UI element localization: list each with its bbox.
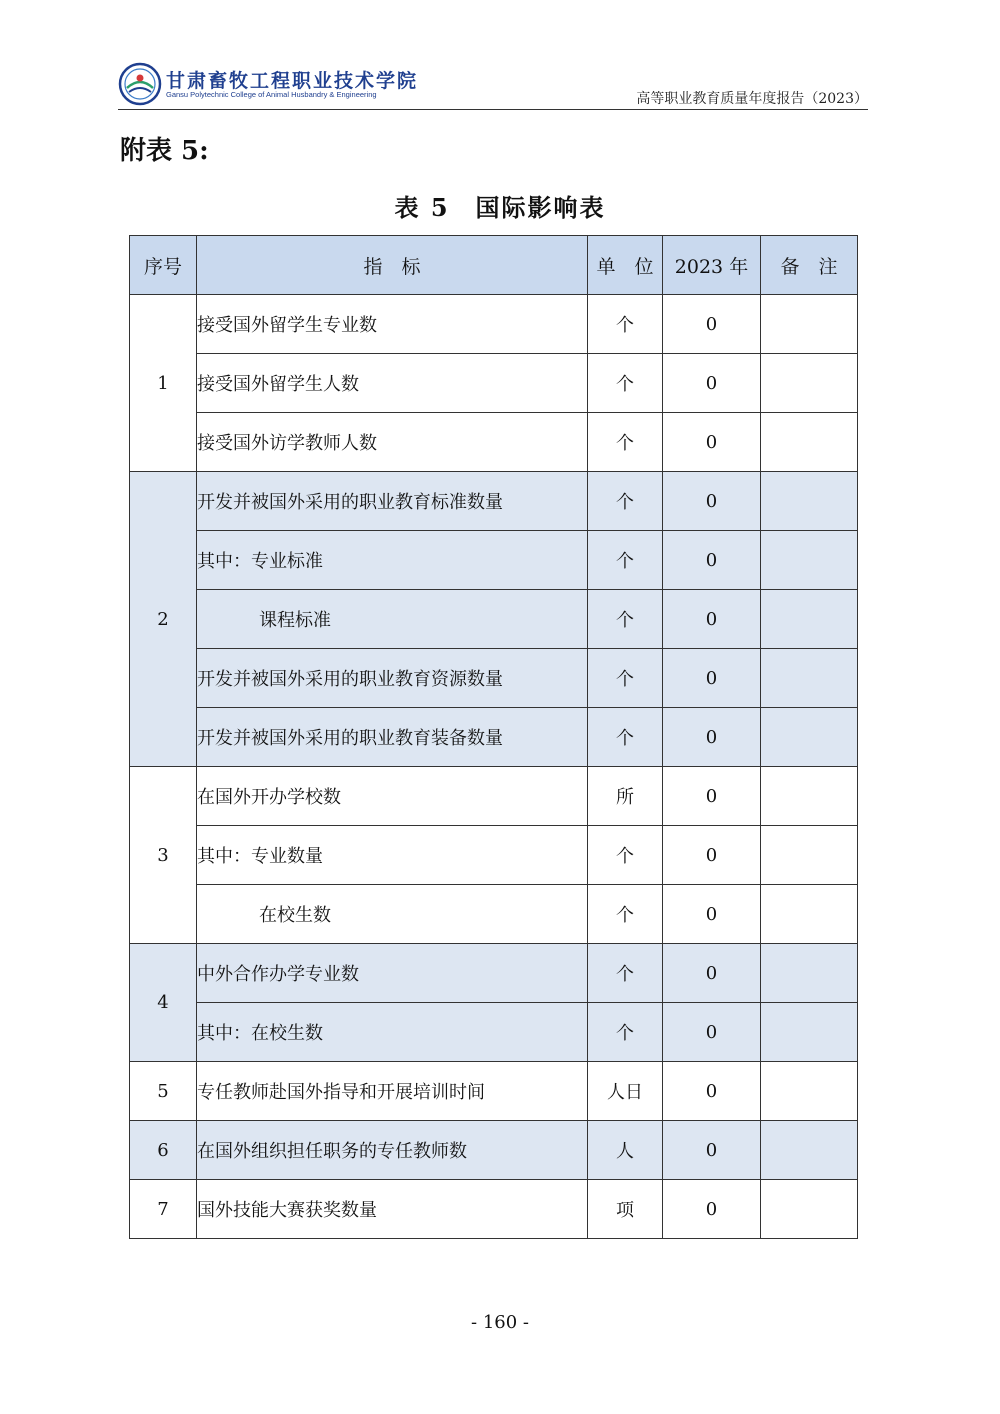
table-row: [130, 472, 858, 531]
value-cell: 0: [663, 1062, 761, 1121]
indicator-cell: 中外合作办学专业数: [197, 944, 588, 1003]
col-header-remark: 备 注: [761, 236, 858, 295]
value-cell: 0: [663, 1003, 761, 1062]
remark-cell: [761, 885, 858, 944]
seq-cell: 2: [130, 472, 197, 767]
unit-cell: 个: [588, 649, 663, 708]
indicator-cell: 国外技能大赛获奖数量: [197, 1180, 588, 1239]
unit-cell: 个: [588, 472, 663, 531]
remark-cell: [761, 767, 858, 826]
unit-cell: 个: [588, 531, 663, 590]
indicator-cell: 课程标准: [197, 590, 588, 649]
unit-cell: 个: [588, 944, 663, 1003]
remark-cell: [761, 472, 858, 531]
unit-cell: 个: [588, 826, 663, 885]
value-cell: 0: [663, 531, 761, 590]
value-cell: 0: [663, 354, 761, 413]
indicator-cell: 专任教师赴国外指导和开展培训时间: [197, 1062, 588, 1121]
table-row: [130, 413, 858, 472]
remark-cell: [761, 1180, 858, 1239]
table-row: [130, 708, 858, 767]
table-row: [130, 1180, 858, 1239]
seq-cell: 1: [130, 295, 197, 472]
indicator-cell: 接受国外留学生人数: [197, 354, 588, 413]
value-cell: 0: [663, 885, 761, 944]
seq-cell: 3: [130, 767, 197, 944]
indicator-cell: 在国外组织担任职务的专任教师数: [197, 1121, 588, 1180]
value-cell: 0: [663, 1121, 761, 1180]
value-cell: 0: [663, 708, 761, 767]
unit-cell: 人日: [588, 1062, 663, 1121]
indicator-cell: 在国外开办学校数: [197, 767, 588, 826]
indicator-cell: 开发并被国外采用的职业教育标准数量: [197, 472, 588, 531]
report-title: 高等职业教育质量年度报告（2023）: [636, 91, 868, 107]
value-cell: 0: [663, 1180, 761, 1239]
table-row: [130, 885, 858, 944]
table-row: [130, 649, 858, 708]
remark-cell: [761, 590, 858, 649]
col-header-unit: 单 位: [588, 236, 663, 295]
international-influence-table: [129, 235, 858, 1239]
remark-cell: [761, 649, 858, 708]
unit-cell: 个: [588, 354, 663, 413]
appendix-label: 附表 5:: [120, 136, 209, 166]
unit-cell: 个: [588, 295, 663, 354]
seq-cell: 4: [130, 944, 197, 1062]
unit-cell: 个: [588, 1003, 663, 1062]
college-logo: [118, 62, 419, 110]
value-cell: 0: [663, 649, 761, 708]
seq-cell: 5: [130, 1062, 197, 1121]
value-cell: 0: [663, 472, 761, 531]
table-row: [130, 1003, 858, 1062]
remark-cell: [761, 413, 858, 472]
seq-cell: 6: [130, 1121, 197, 1180]
indicator-cell: 其中：专业数量: [197, 826, 588, 885]
page-number: - 160 -: [471, 1312, 529, 1333]
remark-cell: [761, 826, 858, 885]
unit-cell: 个: [588, 590, 663, 649]
col-header-year: 2023 年: [663, 236, 761, 295]
indicator-cell: 其中：专业标准: [197, 531, 588, 590]
table-row: [130, 767, 858, 826]
table-row: [130, 590, 858, 649]
indicator-cell: 接受国外访学教师人数: [197, 413, 588, 472]
remark-cell: [761, 944, 858, 1003]
table-row: [130, 944, 858, 1003]
institution-name-en: Gansu Polytechnic College of Animal Husbandry & Engineering: [166, 90, 377, 99]
remark-cell: [761, 1003, 858, 1062]
unit-cell: 个: [588, 708, 663, 767]
indicator-cell: 接受国外留学生专业数: [197, 295, 588, 354]
value-cell: 0: [663, 413, 761, 472]
header-divider: [118, 109, 868, 110]
remark-cell: [761, 1062, 858, 1121]
seq-cell: 7: [130, 1180, 197, 1239]
table-row: [130, 826, 858, 885]
unit-cell: 所: [588, 767, 663, 826]
unit-cell: 项: [588, 1180, 663, 1239]
value-cell: 0: [663, 826, 761, 885]
value-cell: 0: [663, 590, 761, 649]
indicator-cell: 在校生数: [197, 885, 588, 944]
institution-name-cn: 甘肃畜牧工程职业技术学院: [166, 70, 419, 92]
remark-cell: [761, 354, 858, 413]
col-header-indicator: 指 标: [197, 236, 588, 295]
indicator-cell: 开发并被国外采用的职业教育装备数量: [197, 708, 588, 767]
table-row: [130, 354, 858, 413]
unit-cell: 人: [588, 1121, 663, 1180]
value-cell: 0: [663, 767, 761, 826]
indicator-cell: 其中：在校生数: [197, 1003, 588, 1062]
unit-cell: 个: [588, 885, 663, 944]
table-row: [130, 295, 858, 354]
table-header-row: [130, 236, 858, 295]
col-header-seq: 序号: [130, 236, 197, 295]
remark-cell: [761, 708, 858, 767]
remark-cell: [761, 295, 858, 354]
remark-cell: [761, 531, 858, 590]
indicator-cell: 开发并被国外采用的职业教育资源数量: [197, 649, 588, 708]
value-cell: 0: [663, 944, 761, 1003]
remark-cell: [761, 1121, 858, 1180]
table-row: [130, 1062, 858, 1121]
table-row: [130, 531, 858, 590]
table-row: [130, 1121, 858, 1180]
unit-cell: 个: [588, 413, 663, 472]
value-cell: 0: [663, 295, 761, 354]
table-title: 表 5 国际影响表: [394, 193, 606, 222]
college-emblem-icon: [118, 62, 162, 106]
